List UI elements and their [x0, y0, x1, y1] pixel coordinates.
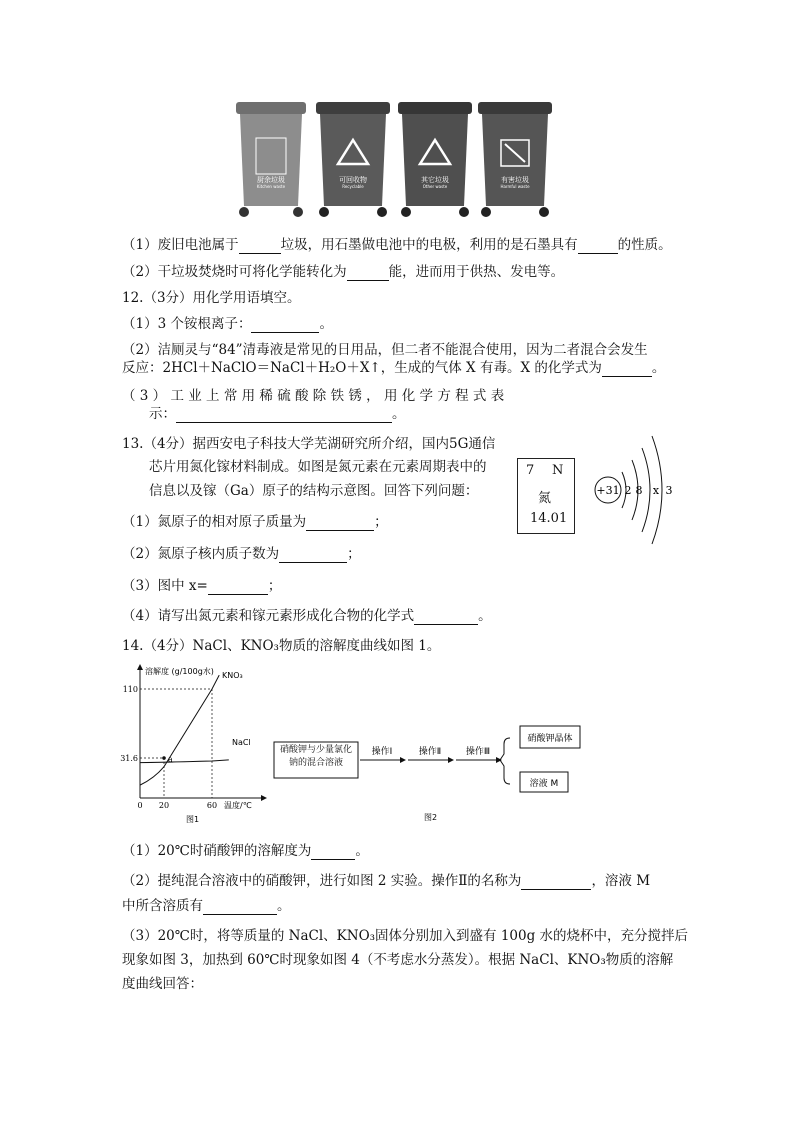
x-axis-label: 温度/℃ — [224, 801, 252, 810]
q11-part2: （2）干垃圾焚烧时可将化学能转化为 能，进而用于供热、发电等。 — [122, 264, 565, 280]
q14-part2-line1: （2）提纯混合溶液中的硝酸钾，进行如图 2 实验。操作Ⅱ的名称为 ，溶液 M — [122, 873, 651, 889]
bin-label-2: 可回收物 — [339, 176, 367, 184]
answer-blank[interactable] — [414, 610, 478, 625]
q13-part4: （4）请写出氮元素和镓元素形成化合物的化学式 。 — [122, 608, 492, 624]
x-tick-60: 60 — [206, 801, 218, 810]
answer-blank[interactable] — [521, 875, 591, 890]
q14-part3-line2: 现象如图 3，加热到 60℃时现象如图 4（不考虑水分蒸发）。根据 NaCl、KNO₃物质的溶解 — [122, 952, 674, 968]
q12-part2-line1: （2）洁厕灵与“84”清毒液是常见的日用品，但二者不能混合使用，因为二者混合会发生 — [122, 342, 648, 358]
q12-part3-line2: 示： 。 — [149, 406, 406, 422]
flow-out2: 溶液 M — [529, 779, 559, 789]
q13-intro-1: 13.（4分）据西安电子科技大学芜湖研究所介绍，国内5G通信 — [122, 436, 496, 452]
answer-blank[interactable] — [347, 266, 389, 281]
flow-op3: 操作Ⅲ — [465, 747, 491, 757]
shell-4: 3 — [665, 484, 673, 497]
svg-text:Harmful waste: Harmful waste — [500, 184, 530, 189]
fig1-caption: 图1 — [186, 815, 200, 824]
bin-label-1: 厨余垃圾 — [257, 176, 285, 184]
answer-blank[interactable] — [239, 239, 281, 254]
bin-harmful — [478, 102, 552, 217]
flow-op1: 操作Ⅰ — [371, 747, 393, 757]
q12-part2-line2: 反应：2HCl＋NaClO＝NaCl＋H₂O＋X↑，生成的气体 X 有毒。X 的化学式为 。 — [122, 360, 666, 376]
q13-intro-2: 芯片用氮化镓材料制成。如图是氮元素在元素周期表中的 — [149, 459, 487, 475]
x-tick-0: 0 — [137, 801, 143, 810]
q13-part2: （2）氮原子核内质子数为 ； — [122, 546, 361, 562]
svg-text:Recyclable: Recyclable — [342, 184, 364, 189]
experiment-flowchart — [272, 722, 592, 822]
gallium-atom-structure — [590, 432, 680, 548]
intersection-point — [162, 756, 166, 760]
shell-2: 8 — [635, 484, 643, 497]
answer-blank[interactable] — [311, 845, 355, 860]
bin-recyclable — [316, 102, 390, 217]
y-tick-110: 110 — [122, 685, 138, 694]
kno3-label: KNO₃ — [222, 671, 243, 680]
q14-part3-line3: 度曲线回答： — [122, 976, 203, 992]
flow-out1: 硝酸钾晶体 — [527, 734, 573, 744]
trash-bins-image — [232, 102, 554, 220]
nucleus-charge: +31 — [596, 484, 620, 497]
answer-blank[interactable] — [203, 900, 277, 915]
element-name: 氮 — [538, 491, 552, 506]
q11-part1: （1）废旧电池属于 垃圾，用石墨做电池中的电极，利用的是石墨具有 的性质。 — [122, 237, 672, 253]
answer-blank[interactable] — [208, 580, 268, 595]
answer-blank[interactable] — [578, 239, 618, 254]
q13-part3: （3）图中 x= ； — [122, 578, 282, 594]
answer-blank[interactable] — [279, 548, 347, 563]
nacl-curve — [140, 760, 229, 763]
bin-label-3: 其它垃圾 — [421, 176, 449, 184]
q13-intro-3: 信息以及镓（Ga）原子的结构示意图。回答下列问题： — [149, 483, 479, 499]
shell-3: x — [652, 484, 660, 497]
y-tick-31-6: 31.6 — [120, 754, 138, 763]
bin-other — [398, 102, 472, 217]
answer-blank[interactable] — [306, 516, 374, 531]
bin-label-4: 有害垃圾 — [501, 176, 529, 184]
q14-part1: （1）20℃时硝酸钾的溶解度为 。 — [122, 843, 369, 859]
svg-text:Other waste: Other waste — [422, 184, 448, 189]
nacl-label: NaCl — [232, 738, 251, 747]
shell-1: 2 — [624, 484, 632, 497]
y-axis-label: 溶解度 (g/100g水) — [145, 667, 214, 676]
svg-text:Kitchen waste: Kitchen waste — [256, 184, 286, 189]
solubility-curve-chart — [120, 662, 268, 824]
kno3-curve — [140, 675, 219, 785]
q12-title: 12.（3分）用化学用语填空。 — [122, 290, 301, 306]
q12-part3-line1: （ 3 ） 工 业 上 常 用 稀 硫 酸 除 铁 锈 ， 用 化 学 方 程 式 表 — [122, 388, 505, 404]
q13-part1: （1）氮原子的相对原子质量为 ； — [122, 514, 388, 530]
q14-part2-line2: 中所含溶质有 。 — [122, 898, 291, 914]
answer-blank[interactable] — [602, 362, 652, 377]
q14-title: 14.（4分）NaCl、KNO₃物质的溶解度曲线如图 1。 — [122, 638, 441, 654]
answer-blank[interactable] — [251, 318, 319, 333]
atomic-number: 7 — [526, 463, 535, 478]
answer-blank[interactable] — [176, 408, 392, 423]
flow-op2: 操作Ⅱ — [418, 747, 442, 757]
q14-part3-line1: （3）20℃时，将等质量的 NaCl、KNO₃固体分别加入到盛有 100g 水的烧杯中，充分搅拌后 — [122, 928, 689, 944]
element-symbol: N — [552, 463, 564, 478]
atomic-mass: 14.01 — [530, 511, 568, 526]
bin-kitchen — [236, 102, 306, 217]
point-label-a: a — [168, 755, 173, 764]
fig2-caption: 图2 — [424, 813, 438, 822]
q12-part1: （1）3 个铵根离子： 。 — [122, 316, 333, 332]
flow-start: 硝酸钾与少量氯化钠的混合溶液 — [279, 745, 352, 768]
x-tick-20: 20 — [158, 801, 170, 810]
periodic-element-cell — [517, 458, 575, 534]
